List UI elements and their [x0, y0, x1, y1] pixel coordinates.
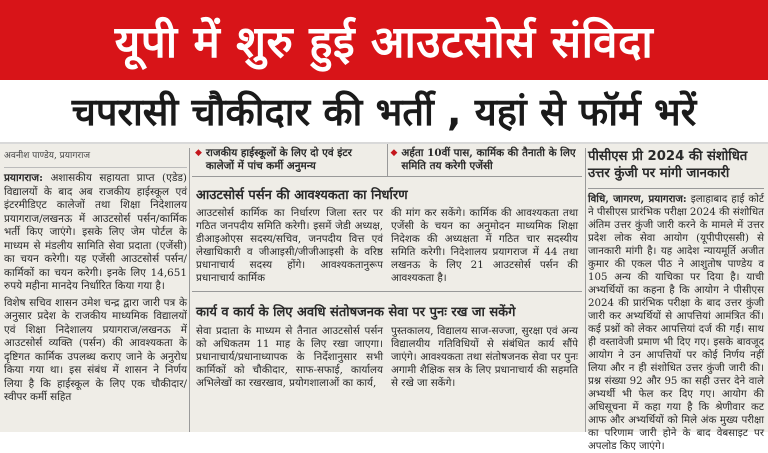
highlight-bullet-2-text: अर्हता 10वीं पास, कार्मिक की तैनाती के लिए समिति तय करेगी एजेंसी [401, 147, 576, 172]
column-divider [585, 148, 586, 432]
section-heading-1: आउटसोर्स पर्सन की आवश्यकता का निर्धारण [196, 188, 408, 203]
section-2-col-1: सेवा प्रदाता के माध्यम से तैनात आउटसोर्स पर्सन को अधिकतम 11 माह के लिए रखा जाएगा। प्रधानाचार्य/प्रधानाध्यापक के निर्देशानुसार सभी कार्मिकों को चौकीदार, साफ-सफाई, कार्यालय अभिलेखों का रखरखाव, प्रयोगशालाओं का कार्य, [196, 325, 383, 389]
section-1-body [192, 207, 582, 285]
left-paragraph-2: विशेष सचिव शासन उमेश चन्द्र द्वारा जारी पत्र के अनुसार प्रदेश के राजकीय माध्यमिक विद्यालयों एवं शिक्षा निदेशालय प्रयागराज/लखनऊ में आउटसोर्स व्यक्ति (पर्सन) की आवश्यकता के दृष्टिगत कार्मिक उपलब्ध कराए जाने के अनुरोध किया गया था। इस संबंध में शासन ने निर्णय लिया है कि हाईस्कूल के लिए एक चौकीदार/स्वीपर कर्मी सहित [4, 296, 187, 403]
right-heading: पीसीएस प्री 2024 की संशोधित उत्तर कुंजी पर मांगी जानकारी [588, 144, 764, 189]
byline: अवनीश पाण्डेय, प्रयागराज [4, 144, 187, 168]
highlight-bullets [192, 144, 582, 177]
section-heading-2: कार्य व कार्य के लिए अवधि संतोषजनक सेवा पर पुनः रख जा सकेंगे [192, 291, 582, 325]
section-2-body [192, 325, 582, 390]
dateline: प्रयागराज: [4, 172, 43, 184]
right-paragraph-text: इलाहाबाद हाई कोर्ट ने पीसीएस प्रारंभिक परीक्षा 2024 की संशोधित अंतिम उत्तर कुंजी जारी करने के मामले में उत्तर प्रदेश लोक सेवा आयोग (यूपीपीएससी) से जानकारी मांगी है। यह आदेश न्यायमूर्ति अजीत कुमार की एकल पीठ ने आशुतोष पाण्डेय व 105 अन्य की याचिका पर दिया है। याची अभ्यर्थियों का कहना है कि आयोग ने पीसीएस 2024 की प्रारंभिक परीक्षा के बाद उत्तर कुंजी जारी कर अभ्यर्थियों से आपत्तियां आमंत्रित कीं। कई प्रश्नों को लेकर आपत्तियां दर्ज की गईं। साथ ही वस्तावेजी प्रमाण भी दिए गए। इसके बावजूद आयोग ने उन आपत्तियों पर कोई निर्णय नहीं लिया और न ही संशोधित उत्तर कुंजी जारी की। प्रश्न संख्या 92 और 95 का सही उत्तर देने वाले अभ्यर्थी भी फेल कर दिए गए। आयोग की अधिसूचना में कहा गया है कि श्रेणीवार कट आफ और अभ्यर्थियों को मिले अंक मुख्य परीक्षा का परिणाम जारी होने के बाद वेबसाइट पर अपलोड किए जाएंगे। [588, 194, 764, 452]
newspaper-clipping [0, 144, 768, 452]
subheadline-text: चपरासी चौकीदार की भर्ती , यहां से फॉर्म भरें [71, 90, 697, 134]
column-divider [189, 148, 190, 432]
middle-column [192, 144, 582, 432]
left-column [4, 144, 187, 432]
subheadline-bar [0, 80, 768, 144]
section-1-col-2: की मांग कर सकेंगे। कार्मिक की आवश्यकता तथा एजेंसी के चयन का अनुमोदन माध्यमिक शिक्षा निदेशक की अध्यक्षता में गठित चार सदस्यीय समिति करेगी। निदेशालय प्रयागराज में 44 तथा लखनऊ के लिए 21 आउटसोर्स पर्सन की आवश्यकता है। [391, 207, 578, 284]
highlight-bullet-1-text: राजकीय हाईस्कूलों के लिए दो एवं इंटर कालेजों में पांच कर्मी अनुमन्य [205, 147, 352, 172]
right-dateline: विधि, जागरण, प्रयागराज: [588, 193, 687, 205]
section-1-col-1: आउटसोर्स कार्मिक का निर्धारण जिला स्तर पर गठित जनपदीय समिति करेगी। इसमें जेडी अध्यक्ष, डीआइओएस सदस्य/सचिव, जनपदीय वित्त एवं लेखाधिकारी व जीआइसी/जीजीआइसी के वरिष्ठ प्रधानाचार्य सदस्य होंगे। आवश्यकतानुरूप प्रधानाचार्य कार्मिक [196, 207, 383, 284]
section-2-col-2: पुस्तकालय, विद्यालय साज-सज्जा, सुरक्षा एवं अन्य विद्यालयीय गतिविधियों से संबंधित कार्य सौंपे जाएंगे। आवश्यकता तथा संतोषजनक सेवा पर पुनः अगामी शैक्षिक सत्र के लिए प्रधानाचार्य की सहमति से रखे जा सकेंगे। [391, 325, 578, 389]
bullet-icon: ◆ [195, 148, 202, 158]
right-column [588, 144, 764, 452]
bullet-icon: ◆ [390, 148, 398, 158]
headline-title: यूपी में शुरु हुई आउटसोर्स संविदा [114, 17, 654, 68]
highlight-bullet-2 [387, 144, 583, 176]
highlight-bullet-1 [192, 144, 387, 176]
headline-banner [0, 0, 768, 80]
right-paragraph [588, 193, 764, 453]
left-paragraph-1 [4, 172, 187, 294]
left-paragraph-1-text: अशासकीय सहायता प्राप्त (एडेड) विद्यालयों के बाद अब राजकीय हाईस्कूल एवं इंटरमीडिएट कालेजों तथा शिक्षा निदेशालय प्रयागराज/लखनऊ में आउटसोर्स पर्सन/कार्मिक भर्ती किए जाएंगे। इसके लिए जेम पोर्टल के माध्यम से मंडलीय सामिति सेवा प्रदाता (एजेंसी) का चयन करेगी। यह एजेंसी आउटसोर्स पर्सन/कार्मिकों का चयन करेगी। इनके लिए 14,651 रुपये महीना मानदेय निर्धारित किया गया है। [4, 172, 187, 292]
